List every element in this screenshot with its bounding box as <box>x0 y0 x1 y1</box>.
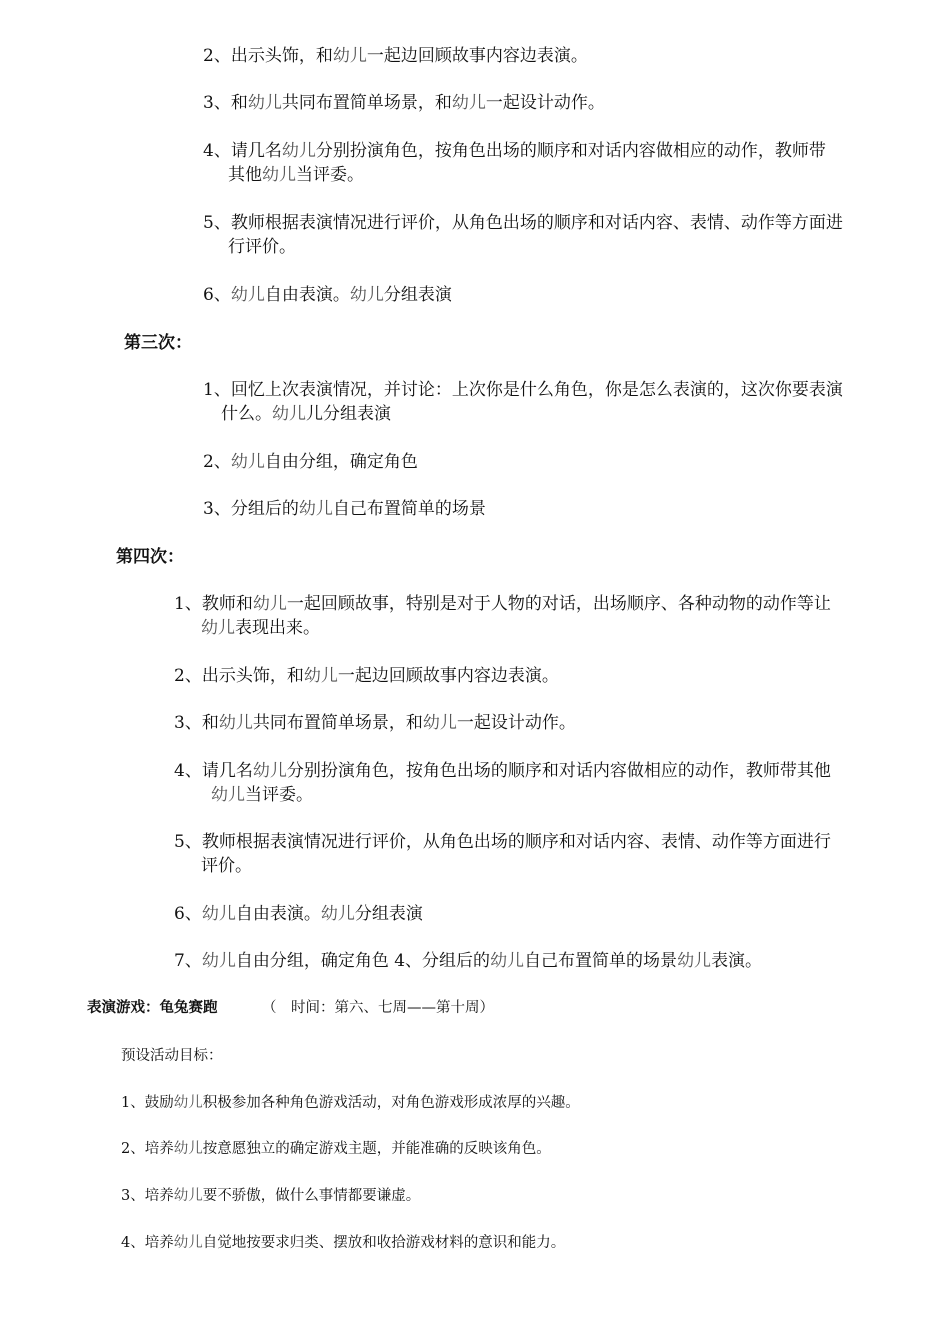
text-span: 4、请几名 <box>174 761 253 781</box>
text-span: 一起边回顾故事内容边表演。 <box>337 666 559 686</box>
text-span: 7、 <box>174 951 202 971</box>
text-line <box>203 497 486 521</box>
text-span: 表演。 <box>711 951 763 971</box>
text-line <box>228 163 364 187</box>
text-line <box>203 283 452 307</box>
keyword-span: 幼儿 <box>303 666 338 686</box>
keyword-span: 幼儿 <box>677 951 712 971</box>
text-line <box>174 759 831 783</box>
text-span: （ 时间：第六、七周——第十周） <box>262 1000 494 1016</box>
text-span: 共同布置简单场景，和 <box>252 713 423 733</box>
text-line <box>201 616 320 640</box>
text-span: 自己布置简单的场景 <box>332 499 486 519</box>
text-span: 积极参加各种角色游戏活动，对角色游戏形成浓厚的兴趣。 <box>202 1095 580 1111</box>
text-span: 一起回顾故事，特别是对于人物的对话，出场顺序、各种动物的动作等让 <box>286 594 831 614</box>
keyword-span: 幼儿 <box>252 594 287 614</box>
keyword-span: 幼儿 <box>281 141 316 161</box>
text-span: 第四次： <box>116 547 184 567</box>
text-line <box>174 664 559 688</box>
text-span: 分组表演 <box>383 285 452 305</box>
text-line <box>121 1093 580 1113</box>
text-span: 6、 <box>174 904 202 924</box>
text-span: 自己布置简单的场景 <box>524 951 678 971</box>
text-line <box>174 830 831 854</box>
text-span: 1、教师和 <box>174 594 253 614</box>
text-span: 4、请几名 <box>203 141 282 161</box>
text-line <box>174 949 762 973</box>
text-line <box>121 1186 420 1206</box>
keyword-span: 幼儿 <box>252 761 287 781</box>
text-span: 表现出来。 <box>235 618 320 638</box>
keyword-span: 幼儿 <box>173 1235 203 1251</box>
text-span: 1、回忆上次表演情况，并讨论：上次你是什么角色，你是怎么表演的，这次你要表演 <box>203 380 843 400</box>
text-span: 2、出示头饰，和 <box>174 666 304 686</box>
text-span: 当评委。 <box>245 785 313 805</box>
keyword-span: 幼儿 <box>173 1095 203 1111</box>
text-line <box>201 854 252 878</box>
keyword-span: 幼儿 <box>201 904 236 924</box>
text-span: 自由表演。 <box>235 904 321 924</box>
text-span: 要不骄傲，做什么事情都要谦虚。 <box>202 1188 421 1204</box>
text-span: 3、培养 <box>121 1188 174 1204</box>
text-span: 分组表演 <box>354 904 423 924</box>
text-span: 2、 <box>203 452 231 472</box>
keyword-span: 幼儿 <box>320 904 355 924</box>
text-span: 5、教师根据表演情况进行评价，从角色出场的顺序和对话内容、表情、动作等方面进行 <box>174 832 831 852</box>
keyword-span: 幼儿 <box>211 785 245 805</box>
text-span: 5、教师根据表演情况进行评价，从角色出场的顺序和对话内容、表情、动作等方面进 <box>203 213 843 233</box>
text-line <box>203 139 826 163</box>
keyword-span: 幼儿 <box>272 404 306 424</box>
text-span: 分别扮演角色，按角色出场的顺序和对话内容做相应的动作，教师带其他 <box>286 761 831 781</box>
keyword-span: 幼儿 <box>201 951 236 971</box>
text-span: 3、分组后的 <box>203 499 299 519</box>
keyword-span: 幼儿 <box>218 713 253 733</box>
text-span: 1、鼓励 <box>121 1095 174 1111</box>
text-span: 自由分组，确定角色 <box>264 452 418 472</box>
text-line <box>174 711 576 735</box>
keyword-span: 幼儿 <box>490 951 525 971</box>
keyword-span: 幼儿 <box>173 1141 203 1157</box>
text-span: 其他 <box>228 165 262 185</box>
text-line <box>228 235 296 259</box>
text-span: 分别扮演角色，按角色出场的顺序和对话内容做相应的动作，教师带 <box>315 141 826 161</box>
text-span: 自觉地按要求归类、摆放和收拾游戏材料的意识和能力。 <box>202 1235 566 1251</box>
text-line <box>203 211 843 235</box>
text-span: 按意愿独立的确定游戏主题，并能准确的反映该角色。 <box>202 1141 551 1157</box>
section-heading <box>124 331 192 355</box>
keyword-span: 幼儿 <box>247 93 282 113</box>
text-line <box>203 91 605 115</box>
keyword-span: 幼儿 <box>201 618 235 638</box>
section-heading <box>87 998 218 1018</box>
text-span: 2、培养 <box>121 1141 174 1157</box>
text-line <box>203 378 843 402</box>
keyword-span: 幼儿 <box>422 713 457 733</box>
text-line <box>121 1046 223 1066</box>
keyword-span: 幼儿 <box>332 46 367 66</box>
text-line <box>121 1233 565 1253</box>
text-span: 一起设计动作。 <box>456 713 576 733</box>
section-heading <box>116 545 184 569</box>
text-span: 一起边回顾故事内容边表演。 <box>366 46 588 66</box>
text-line <box>203 44 588 68</box>
text-line <box>174 902 423 926</box>
text-span: 3、和 <box>174 713 219 733</box>
text-span: 4、培养 <box>121 1235 174 1251</box>
text-span: 自由分组，确定角色 4、分组后的 <box>235 951 491 971</box>
text-span: 3、和 <box>203 93 248 113</box>
text-span: 共同布置简单场景，和 <box>281 93 452 113</box>
text-span: 当评委。 <box>296 165 364 185</box>
text-span: 评价。 <box>201 856 252 876</box>
text-line <box>121 1139 551 1159</box>
text-line <box>262 998 494 1018</box>
text-span: 一起设计动作。 <box>485 93 605 113</box>
keyword-span: 幼儿 <box>451 93 486 113</box>
keyword-span: 幼儿 <box>230 285 265 305</box>
text-span: 2、出示头饰，和 <box>203 46 333 66</box>
keyword-span: 幼儿 <box>298 499 333 519</box>
text-line <box>221 402 391 426</box>
text-span: 行评价。 <box>228 237 296 257</box>
text-span: 表演游戏：龟兔赛跑 <box>87 1000 218 1016</box>
keyword-span: 幼儿 <box>230 452 265 472</box>
keyword-span: 幼儿 <box>173 1188 203 1204</box>
text-span: 自由表演。 <box>264 285 350 305</box>
text-span: 什么。 <box>221 404 272 424</box>
text-span: 第三次： <box>124 333 192 353</box>
text-span: 预设活动目标： <box>121 1048 223 1064</box>
text-span: 儿分组表演 <box>306 404 391 424</box>
text-line <box>203 450 418 474</box>
text-line <box>211 783 313 807</box>
text-span: 6、 <box>203 285 231 305</box>
keyword-span: 幼儿 <box>349 285 384 305</box>
text-line <box>174 592 831 616</box>
keyword-span: 幼儿 <box>262 165 296 185</box>
